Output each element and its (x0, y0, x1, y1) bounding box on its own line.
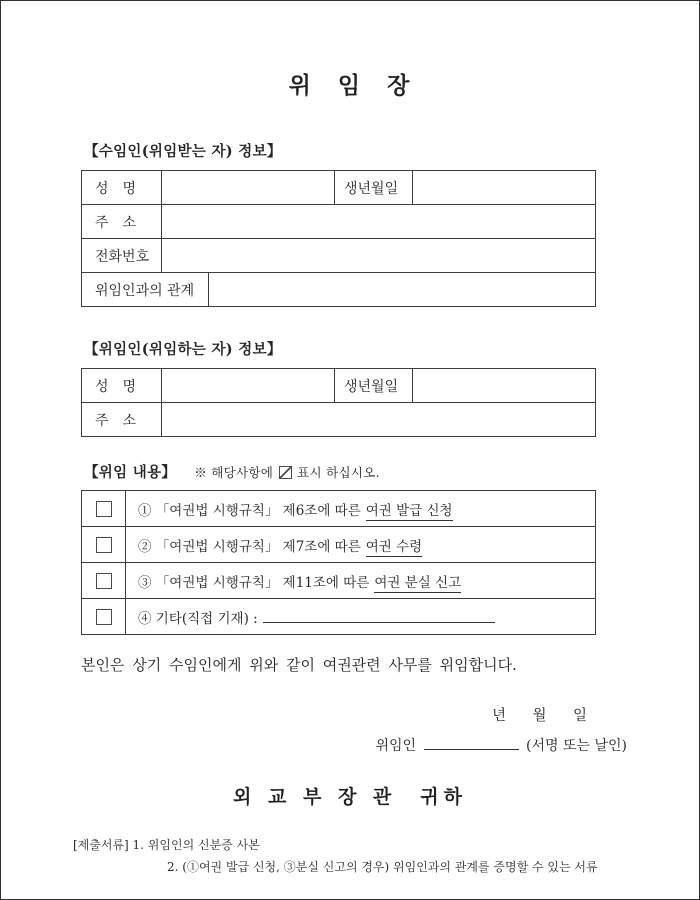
delegator-address-label: 주 소 (82, 403, 162, 437)
table-row (82, 171, 596, 205)
table-row (82, 239, 596, 273)
recipient-address-field[interactable] (162, 205, 596, 239)
delegation-item-1 (126, 491, 596, 527)
slashed-checkbox-icon (279, 466, 292, 479)
delegation-item-4 (126, 599, 596, 635)
delegator-address-field[interactable] (162, 403, 596, 437)
signer-label: 위임인 (375, 738, 417, 754)
submission-notes (73, 834, 699, 878)
recipient-name-label: 성 명 (82, 171, 162, 205)
delegator-name-field[interactable] (162, 369, 335, 403)
section-header-delegator (84, 338, 699, 359)
delegation-item-3-text: ③ 「여권법 시행규칙」 제11조에 따른 (138, 574, 370, 591)
table-row (82, 563, 596, 599)
delegation-item-2-underlined: 여권 수령 (365, 538, 423, 555)
recipient-name-field[interactable] (162, 171, 335, 205)
delegator-name-label: 성 명 (82, 369, 162, 403)
recipient-phone-label: 전화번호 (82, 239, 162, 273)
checkbox-icon[interactable] (96, 537, 112, 553)
table-row (82, 599, 596, 635)
submission-note-1: [제출서류] 1. 위임인의 신분증 사본 (73, 838, 260, 852)
recipient-address-label: 주 소 (82, 205, 162, 239)
delegation-instruction (194, 463, 380, 481)
recipient-info-table (81, 170, 596, 307)
delegation-item-2-checkbox-cell[interactable] (82, 527, 126, 563)
delegator-birth-label: 생년월일 (335, 369, 413, 403)
section-header-recipient (84, 140, 699, 161)
delegation-items-table (81, 490, 596, 635)
checkbox-icon[interactable] (96, 501, 112, 517)
delegator-birth-field[interactable] (413, 369, 596, 403)
delegation-item-2-text: ② 「여권법 시행규칙」 제7조에 따른 (138, 538, 361, 555)
delegation-item-1-checkbox-cell[interactable] (82, 491, 126, 527)
signature-line (1, 735, 699, 755)
seal-note: (서명 또는 날인) (526, 738, 627, 754)
delegator-info-table (81, 368, 596, 437)
table-row (82, 403, 596, 437)
declaration-text: 본인은 상기 수임인에게 위와 같이 여권관련 사무를 위임합니다. (81, 656, 517, 674)
recipient-birth-label: 생년월일 (335, 171, 413, 205)
addressee-text: 외 교 부 장 관 귀하 (233, 786, 467, 808)
checkbox-icon[interactable] (96, 573, 112, 589)
delegation-item-1-underlined: 여권 발급 신청 (365, 502, 453, 519)
section-header-delegator-label: 【위임인(위임하는 자) 정보】 (84, 341, 282, 358)
delegation-item-4-fill-line[interactable] (263, 610, 495, 623)
delegation-item-4-checkbox-cell[interactable] (82, 599, 126, 635)
table-row (82, 369, 596, 403)
delegation-item-3 (126, 563, 596, 599)
section-header-recipient-label: 【수임인(위임받는 자) 정보】 (84, 143, 282, 160)
delegation-item-2 (126, 527, 596, 563)
delegation-item-3-checkbox-cell[interactable] (82, 563, 126, 599)
page-title: 위 임 장 (288, 72, 412, 99)
delegation-item-1-text: ① 「여권법 시행규칙」 제6조에 따른 (138, 502, 361, 519)
checkbox-icon[interactable] (96, 609, 112, 625)
recipient-relationship-field[interactable] (209, 273, 596, 307)
delegation-instruction-suffix: 표시 하십시오. (297, 465, 380, 480)
table-row (82, 205, 596, 239)
date-line: 년 월 일 (491, 708, 593, 724)
section-header-delegation-label: 【위임 내용】 (84, 464, 177, 481)
recipient-relationship-label: 위임인과의 관계 (82, 273, 209, 307)
signer-signature-field[interactable] (424, 736, 519, 750)
delegation-instruction-prefix: ※ 해당사항에 (194, 465, 274, 480)
table-row (82, 491, 596, 527)
recipient-birth-field[interactable] (413, 171, 596, 205)
section-header-delegation (84, 461, 699, 482)
table-row (82, 273, 596, 307)
submission-note-2: 2. (①여권 발급 신청, ③분실 신고의 경우) 위임인과의 관계를 증명할 수 있는 서류 (167, 860, 598, 875)
delegation-item-3-underlined: 여권 분실 신고 (374, 574, 462, 591)
recipient-phone-field[interactable] (162, 239, 596, 273)
table-row (82, 527, 596, 563)
delegation-item-4-text: ④ 기타(직접 기재) : (138, 610, 258, 627)
